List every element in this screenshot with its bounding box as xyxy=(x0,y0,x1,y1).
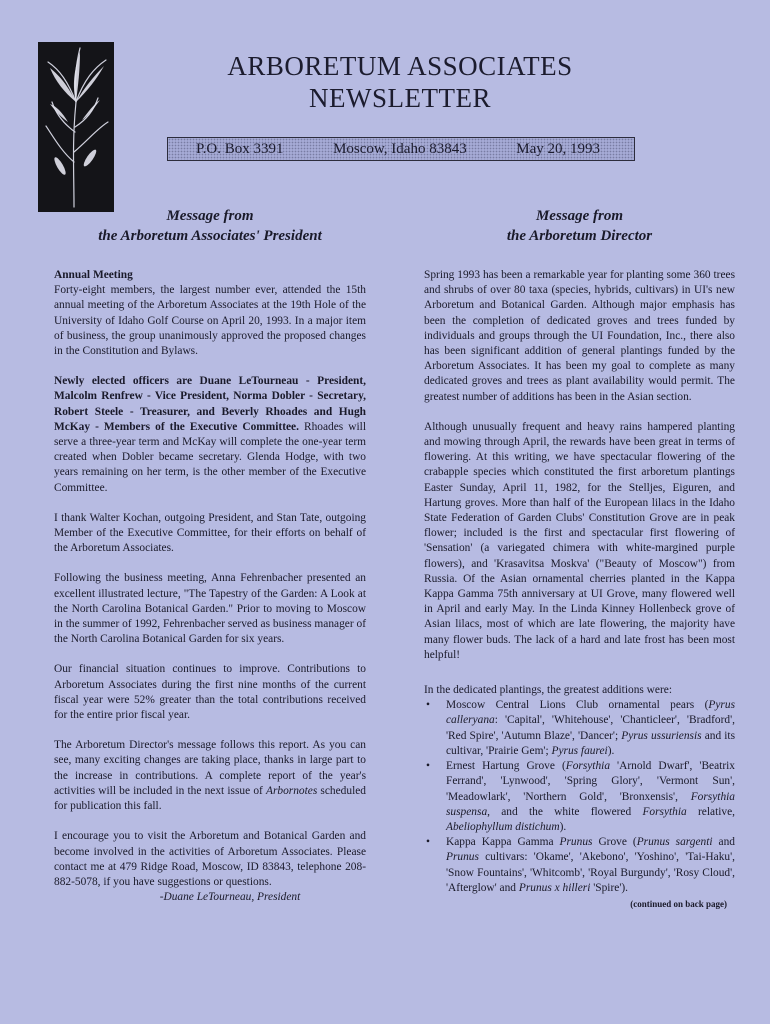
paragraph-text: Forty-eight members, the largest number ever, attended the 15th annual meeting of the Arboretum Associates at the 19th Hole of the University of Idaho Golf Course on April 20, 1993. In a major item of business, the group unanimously approved the proposed changes in the Constitution and Bylaws. xyxy=(54,284,366,358)
item-text: ). xyxy=(607,744,615,757)
continued-note: (continued on back page) xyxy=(630,898,727,909)
item-text: , and the white flowered xyxy=(487,805,643,818)
list-item xyxy=(424,835,735,896)
bullet-icon: • xyxy=(426,760,430,773)
item-text: relative, xyxy=(686,805,735,818)
item-text: : 'Capital', 'Whitehouse', 'Chanticleer', 'Bradford', 'Red Spire', 'Autumn Blaze', 'Dancer'; xyxy=(446,714,735,742)
publication-name: Arbornotes xyxy=(266,784,318,797)
species-name: Prunus x hilleri xyxy=(518,881,591,894)
newsletter-title: ARBORETUM ASSOCIATES xyxy=(227,51,573,81)
issue-date: May 20, 1993 xyxy=(516,140,600,157)
species-name: Prunus xyxy=(446,851,479,864)
item-text: Moscow Central Lions Club ornamental pears ( xyxy=(446,699,709,712)
species-name: Forsythia suspensa xyxy=(446,790,735,818)
heading-line: Message from xyxy=(535,208,624,224)
director-message-heading xyxy=(424,206,735,246)
species-name: Pyrus ussuriensis xyxy=(621,729,702,742)
masthead xyxy=(120,50,680,114)
city-address: Moscow, Idaho 83843 xyxy=(333,140,467,157)
paragraph xyxy=(54,738,366,814)
item-text: Ernest Hartung Grove ( xyxy=(446,760,566,773)
paragraph-text: scheduled for publication this fall. xyxy=(54,784,366,813)
plantings-list xyxy=(424,698,735,896)
heading-line: the Arboretum Director xyxy=(506,228,653,244)
signature: -Duane LeTourneau, President xyxy=(159,891,301,904)
species-name: Forsythia xyxy=(642,805,687,818)
paragraph xyxy=(54,374,366,496)
item-text: and its cultivar, 'Prairie Gem'; xyxy=(446,729,736,757)
item-text: ). xyxy=(559,820,567,833)
list-intro: In the dedicated plantings, the greatest additions were: xyxy=(424,684,672,697)
species-name: Forsythia xyxy=(565,760,611,773)
heading-line: Message from xyxy=(166,208,254,224)
item-text: 'Spire'). xyxy=(590,881,629,894)
bullet-icon: • xyxy=(426,699,430,712)
item-text: 'Arnold Dwarf', 'Beatrix Ferrand', 'Lynwood', 'Spring Glory', 'Vermont Sun', 'Meadowlark', 'Northern Gold', 'Bronxensis', xyxy=(446,760,735,803)
item-text: and xyxy=(712,836,735,849)
paragraph xyxy=(54,268,366,359)
newsletter-subtitle: NEWSLETTER xyxy=(309,83,491,113)
paragraph: Spring 1993 has been a remarkable year for planting some 360 trees and shrubs of over 80 taxa (species, hybrids, cultivars) in UI's new Arboretum and Botanical Garden. Although major emphasis has been the completion of dedicated groves and trees funded by individuals and groups through the UI Foundation, Inc., there also has been significant addition of general plantings funded by the Arboretum Associates. It has been my goal to complete as many dedicated groves and trees as plant availability would permit. The greatest number of additions has been in the Asian section. xyxy=(424,269,735,403)
item-text: cultivars: 'Okame', 'Akebono', 'Yoshino', 'Tai-Haku', 'Snow Fountains', 'Whitcomb', 'Royal Burgundy', 'Rosy Cloud', 'Afterglow' and xyxy=(446,851,735,894)
list-item xyxy=(424,698,735,759)
species-name: Prunus sargenti xyxy=(636,836,713,849)
paragraph: I thank Walter Kochan, outgoing President, and Stan Tate, outgoing Member of the Executive Committee, for their efforts on behalf of the Arboretum Associates. xyxy=(54,511,366,555)
species-name: Pyrus calleryana xyxy=(446,699,735,727)
paragraph: Although unusually frequent and heavy rains hampered planting and mowing through April, the rewards have been great in terms of flowering. At this writing, we have spectacular flowering of the crabapple species which constituted the first arboretum plantings Easter Sunday, April 11, 1982, for the Stelljes, Eiguren, and Hartung groves. More than half of the European lilacs in the Idaho State Federation of Garden Clubs' Constitution Grove are in peak flower; included is the first and spectacular first flowering of 'Sensation' (a variegated chimera with white-margined purple flowers), and 'Krasavitsa Moskva' ("Beauty of Moscow") from Russia. Of the Asian ornamental cherries planted in the Kappa Kappa Gamma 75th anniversary at UI Grove, many flowered well in April and early May. In the Linda Kinney Hollenbeck grove of Asian lilacs, most of which are late flowering, the majority have many flower buds. The lack of a hard and late frost has been most helpful! xyxy=(424,420,735,661)
paragraph: Our financial situation continues to improve. Contributions to Arboretum Associates during the first nine months of the current fiscal year were 52% greater than the total contributions received for the entire prior fiscal year. xyxy=(54,663,366,722)
heading-line: the Arboretum Associates' President xyxy=(98,228,322,244)
item-text: Kappa Kappa Gamma xyxy=(446,836,560,849)
paragraph-text: The Arboretum Director's message follows this report. As you can see, many exciting changes are taking place, thanks in large part to the increase in contributions. A complete report of the year's activities will be included in the next issue of xyxy=(54,739,366,797)
paragraph-text: Rhoades will serve a three-year term and McKay will complete the one-year term created when Dobler became secretary. Glenda Hodge, with two years remaining on her term, is the other member of the Executive Committee. xyxy=(54,420,366,494)
president-message-column xyxy=(54,206,366,905)
species-name: Prunus xyxy=(559,836,593,849)
species-name: Pyrus faurei xyxy=(551,744,608,757)
po-box: P.O. Box 3391 xyxy=(196,140,284,157)
species-name: Abeliophyllum distichum xyxy=(446,820,560,833)
paragraph: Following the business meeting, Anna Fehrenbacher presented an excellent illustrated lecture, "The Tapestry of the Garden: A Look at the North Carolina Botanical Garden." Prior to moving to Moscow in the summer of 1992, Fehrenbacher served as business manager of the North Carolina Botanical Garden for six years. xyxy=(54,572,366,646)
lily-illustration xyxy=(38,42,114,212)
info-bar xyxy=(167,137,635,161)
bullet-icon: • xyxy=(426,836,430,849)
officers-list: Newly elected officers are Duane LeTourneau - President, Malcolm Renfrew - Vice President, Norma Dobler - Secretary, Robert Steele - Treasurer, and Beverly Rhoades and Hugh McKay - Members of the Executive Committee. xyxy=(54,375,366,433)
president-message-heading xyxy=(54,206,366,246)
paragraph: I encourage you to visit the Arboretum and Botanical Garden and become involved in the activities of Arboretum Associates. Please contact me at 479 Ridge Road, Moscow, ID 83843, telephone 208-882-5078, if you have suggestions or questions. xyxy=(54,830,366,888)
item-text: Grove ( xyxy=(592,836,637,849)
list-item xyxy=(424,759,735,835)
director-message-column xyxy=(424,206,735,910)
annual-meeting-label: Annual Meeting xyxy=(54,269,133,281)
lily-logo-icon xyxy=(38,42,114,212)
